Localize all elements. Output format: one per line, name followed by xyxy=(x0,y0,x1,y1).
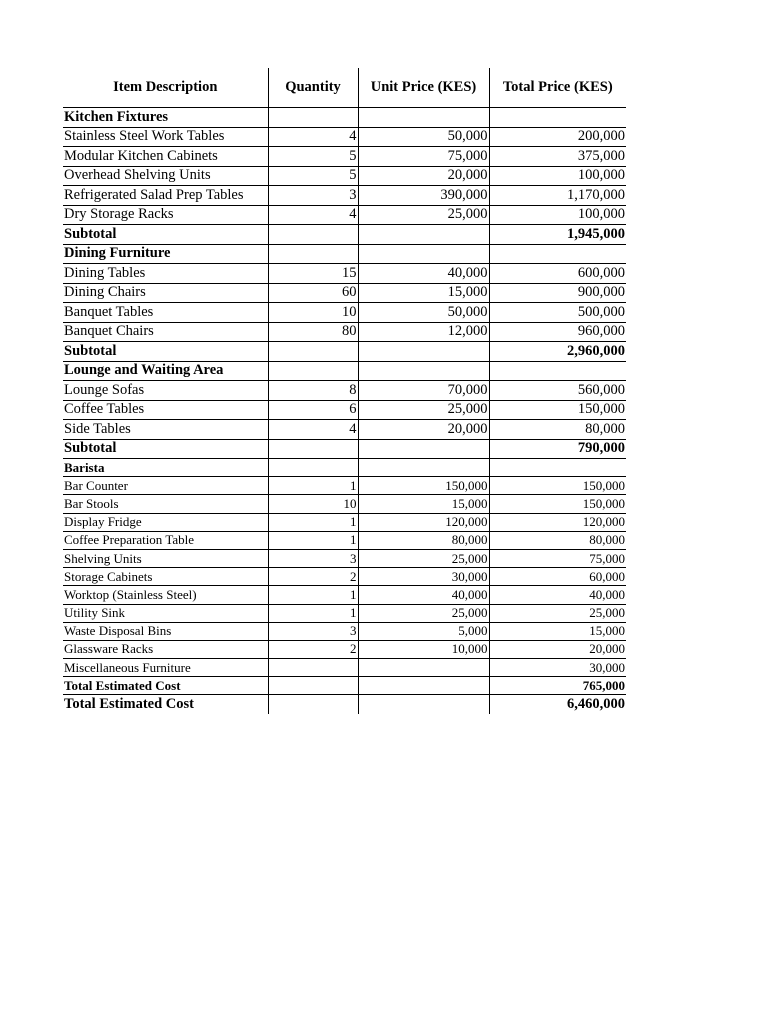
header-total-price: Total Price (KES) xyxy=(489,68,626,108)
table-row xyxy=(63,147,626,167)
quantity-cell xyxy=(268,439,358,459)
quantity-cell: 80 xyxy=(268,322,358,342)
total-price-cell xyxy=(489,244,626,264)
unit-price-cell xyxy=(358,108,489,128)
unit-price-cell: 50,000 xyxy=(358,127,489,147)
table-row xyxy=(63,586,626,604)
item-description-cell: Subtotal xyxy=(63,439,268,459)
quantity-cell: 3 xyxy=(268,549,358,567)
table-row xyxy=(63,640,626,658)
item-description-cell: Banquet Chairs xyxy=(63,322,268,342)
item-description-cell: Total Estimated Cost xyxy=(64,696,194,713)
table-row xyxy=(63,531,626,549)
quantity-cell: 10 xyxy=(268,303,358,323)
section-heading-row xyxy=(63,108,626,128)
unit-price-cell xyxy=(358,677,489,695)
table-row xyxy=(63,303,626,323)
table-row xyxy=(63,322,626,342)
unit-price-cell: 30,000 xyxy=(358,568,489,586)
quantity-cell: 3 xyxy=(268,622,358,640)
total-price-cell: 6,460,000 xyxy=(489,695,626,714)
header-unit-price: Unit Price (KES) xyxy=(358,68,489,108)
cost-estimate-table xyxy=(63,68,626,714)
total-price-cell: 25,000 xyxy=(489,604,626,622)
unit-price-cell: 50,000 xyxy=(358,303,489,323)
quantity-cell: 1 xyxy=(268,531,358,549)
item-description-cell: Lounge and Waiting Area xyxy=(63,361,268,381)
table-row xyxy=(63,166,626,186)
quantity-cell: 1 xyxy=(268,513,358,531)
quantity-cell xyxy=(268,459,358,477)
item-description-cell: Coffee Tables xyxy=(63,400,268,420)
item-description-cell: Lounge Sofas xyxy=(63,381,268,401)
total-price-cell: 20,000 xyxy=(489,640,626,658)
total-price-cell: 1,945,000 xyxy=(489,225,626,245)
total-price-cell: 80,000 xyxy=(489,531,626,549)
total-price-cell: 900,000 xyxy=(489,283,626,303)
total-price-cell: 30,000 xyxy=(489,659,626,677)
unit-price-cell xyxy=(358,225,489,245)
total-price-cell xyxy=(489,361,626,381)
unit-price-cell: 150,000 xyxy=(358,477,489,495)
item-description-cell: Coffee Preparation Table xyxy=(63,531,268,549)
quantity-cell xyxy=(268,108,358,128)
unit-price-cell: 10,000 xyxy=(358,640,489,658)
unit-price-cell: 15,000 xyxy=(358,283,489,303)
total-price-cell: 100,000 xyxy=(489,166,626,186)
item-description-cell: Dining Chairs xyxy=(63,283,268,303)
table-row xyxy=(63,659,626,677)
unit-price-cell xyxy=(358,244,489,264)
header-quantity: Quantity xyxy=(268,68,358,108)
quantity-cell xyxy=(268,244,358,264)
table-row xyxy=(63,381,626,401)
quantity-cell xyxy=(268,361,358,381)
unit-price-cell: 25,000 xyxy=(358,604,489,622)
total-price-cell xyxy=(489,459,626,477)
unit-price-cell: 40,000 xyxy=(358,586,489,604)
total-price-cell: 500,000 xyxy=(489,303,626,323)
quantity-cell xyxy=(268,225,358,245)
unit-price-cell: 25,000 xyxy=(358,400,489,420)
subtotal-row xyxy=(63,677,626,695)
unit-price-cell: 25,000 xyxy=(358,205,489,225)
total-price-cell xyxy=(489,108,626,128)
quantity-cell: 60 xyxy=(268,283,358,303)
quantity-cell: 1 xyxy=(268,604,358,622)
table-row xyxy=(63,264,626,284)
quantity-cell: 15 xyxy=(268,264,358,284)
total-price-cell: 200,000 xyxy=(489,127,626,147)
unit-price-cell: 12,000 xyxy=(358,322,489,342)
unit-price-cell: 40,000 xyxy=(358,264,489,284)
table-row xyxy=(63,495,626,513)
total-price-cell: 765,000 xyxy=(489,677,626,695)
quantity-cell: 5 xyxy=(268,166,358,186)
item-description-cell: Overhead Shelving Units xyxy=(63,166,268,186)
quantity-cell: 1 xyxy=(268,586,358,604)
quantity-cell: 2 xyxy=(268,640,358,658)
quantity-cell xyxy=(268,659,358,677)
item-description-cell: Storage Cabinets xyxy=(63,568,268,586)
unit-price-cell: 75,000 xyxy=(358,147,489,167)
item-description-cell: Dry Storage Racks xyxy=(63,205,268,225)
quantity-cell: 4 xyxy=(268,127,358,147)
unit-price-cell: 390,000 xyxy=(358,186,489,206)
item-description-cell: Dining Tables xyxy=(63,264,268,284)
quantity-cell: 6 xyxy=(268,400,358,420)
total-price-cell: 1,170,000 xyxy=(489,186,626,206)
item-description-cell: Barista xyxy=(63,459,268,477)
item-description-cell: Subtotal xyxy=(63,225,268,245)
unit-price-cell: 20,000 xyxy=(358,166,489,186)
unit-price-cell: 120,000 xyxy=(358,513,489,531)
total-price-cell: 60,000 xyxy=(489,568,626,586)
total-price-cell: 80,000 xyxy=(489,420,626,440)
item-description-cell: Bar Stools xyxy=(63,495,268,513)
total-price-cell: 375,000 xyxy=(489,147,626,167)
table-row xyxy=(63,420,626,440)
item-description-cell: Display Fridge xyxy=(63,513,268,531)
total-price-cell: 100,000 xyxy=(489,205,626,225)
quantity-cell: 1 xyxy=(268,477,358,495)
item-description-cell: Utility Sink xyxy=(63,604,268,622)
item-description-cell: Bar Counter xyxy=(63,477,268,495)
unit-price-cell xyxy=(358,659,489,677)
item-description-cell: Total Estimated Cost xyxy=(63,677,268,695)
quantity-cell xyxy=(268,695,358,714)
item-description-cell: Shelving Units xyxy=(63,549,268,567)
quantity-cell xyxy=(268,342,358,362)
quantity-cell: 3 xyxy=(268,186,358,206)
grand-total-row xyxy=(63,695,626,714)
item-description-cell: Worktop (Stainless Steel) xyxy=(63,586,268,604)
unit-price-cell: 15,000 xyxy=(358,495,489,513)
unit-price-cell: 25,000 xyxy=(358,549,489,567)
unit-price-cell xyxy=(358,361,489,381)
unit-price-cell xyxy=(358,342,489,362)
table-body xyxy=(63,108,626,714)
table-row xyxy=(63,568,626,586)
total-price-cell: 40,000 xyxy=(489,586,626,604)
table-row xyxy=(63,549,626,567)
table-row xyxy=(63,400,626,420)
total-price-cell: 560,000 xyxy=(489,381,626,401)
table-row xyxy=(63,604,626,622)
table-row xyxy=(63,477,626,495)
unit-price-cell: 20,000 xyxy=(358,420,489,440)
cost-estimate-sheet xyxy=(63,68,626,714)
unit-price-cell xyxy=(358,439,489,459)
item-description-cell: Stainless Steel Work Tables xyxy=(63,127,268,147)
header-row xyxy=(63,68,626,108)
unit-price-cell: 80,000 xyxy=(358,531,489,549)
quantity-cell: 8 xyxy=(268,381,358,401)
item-description-cell: Subtotal xyxy=(63,342,268,362)
item-description-cell: Refrigerated Salad Prep Tables xyxy=(63,186,268,206)
total-price-cell: 960,000 xyxy=(489,322,626,342)
item-description-cell: Glassware Racks xyxy=(63,640,268,658)
quantity-cell xyxy=(268,677,358,695)
subtotal-row xyxy=(63,342,626,362)
header-item-description: Item Description xyxy=(63,68,268,108)
table-row xyxy=(63,513,626,531)
item-description-cell: Dining Furniture xyxy=(63,244,268,264)
total-price-cell: 120,000 xyxy=(489,513,626,531)
total-price-cell: 2,960,000 xyxy=(489,342,626,362)
total-price-cell: 150,000 xyxy=(489,495,626,513)
section-heading-row xyxy=(63,459,626,477)
table-row xyxy=(63,205,626,225)
total-price-cell: 15,000 xyxy=(489,622,626,640)
unit-price-cell: 70,000 xyxy=(358,381,489,401)
item-description-cell: Kitchen Fixtures xyxy=(63,108,268,128)
item-description-cell: Waste Disposal Bins xyxy=(63,622,268,640)
item-description-cell: Side Tables xyxy=(63,420,268,440)
subtotal-row xyxy=(63,225,626,245)
quantity-cell: 5 xyxy=(268,147,358,167)
table-row xyxy=(63,127,626,147)
total-price-cell: 790,000 xyxy=(489,439,626,459)
quantity-cell: 4 xyxy=(268,420,358,440)
table-row xyxy=(63,622,626,640)
quantity-cell: 4 xyxy=(268,205,358,225)
total-price-cell: 150,000 xyxy=(489,400,626,420)
quantity-cell: 10 xyxy=(268,495,358,513)
table-row xyxy=(63,283,626,303)
section-heading-row xyxy=(63,361,626,381)
total-price-cell: 600,000 xyxy=(489,264,626,284)
subtotal-row xyxy=(63,439,626,459)
quantity-cell: 2 xyxy=(268,568,358,586)
item-description-cell: Banquet Tables xyxy=(63,303,268,323)
section-heading-row xyxy=(63,244,626,264)
unit-price-cell xyxy=(358,695,489,714)
total-price-cell: 75,000 xyxy=(489,549,626,567)
unit-price-cell xyxy=(358,459,489,477)
unit-price-cell: 5,000 xyxy=(358,622,489,640)
total-price-cell: 150,000 xyxy=(489,477,626,495)
table-row xyxy=(63,186,626,206)
item-description-cell: Miscellaneous Furniture xyxy=(63,659,268,677)
item-description-cell: Modular Kitchen Cabinets xyxy=(63,147,268,167)
